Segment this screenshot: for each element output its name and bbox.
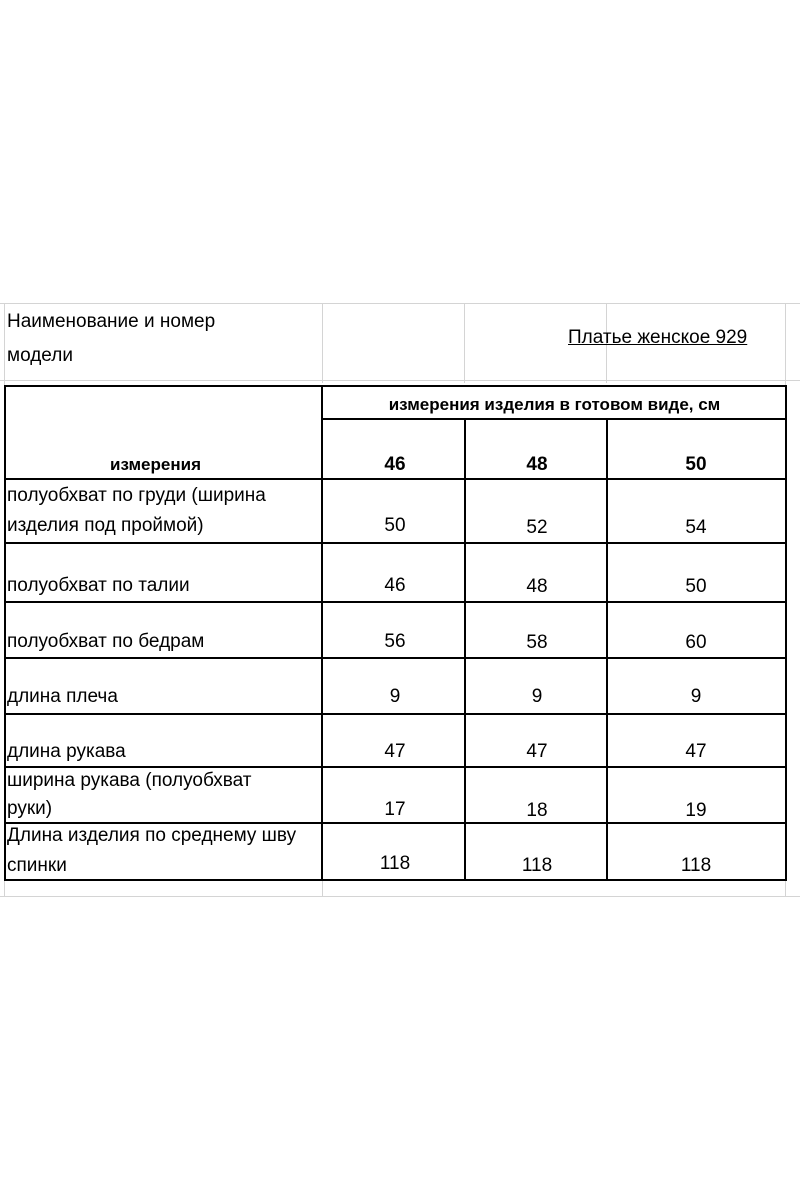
group-header: измерения изделия в готовом виде, см bbox=[388, 395, 721, 414]
row-label: ширина рукава (полуобхват bbox=[7, 770, 252, 791]
cell-value: 118 bbox=[680, 855, 712, 876]
cell-value: 56 bbox=[384, 631, 406, 652]
cell-value: 17 bbox=[384, 799, 406, 820]
cell-value: 60 bbox=[685, 632, 707, 653]
table-border bbox=[785, 385, 787, 881]
cell-value: 9 bbox=[531, 686, 543, 707]
cell-value: 52 bbox=[526, 517, 548, 538]
gridline bbox=[0, 303, 800, 304]
gridline bbox=[0, 896, 800, 897]
table-border bbox=[464, 418, 466, 881]
cell-value: 58 bbox=[526, 632, 548, 653]
size-header-50: 50 bbox=[685, 454, 707, 475]
cell-value: 54 bbox=[685, 517, 707, 538]
cell-value: 118 bbox=[521, 855, 553, 876]
row-label: изделия под проймой) bbox=[7, 515, 204, 536]
row-header: измерения bbox=[110, 455, 201, 474]
cell-value: 18 bbox=[526, 800, 548, 821]
cell-value: 46 bbox=[384, 575, 406, 596]
row-label: Длина изделия по среднему шву bbox=[7, 825, 297, 846]
cell-value: 19 bbox=[685, 800, 707, 821]
table-border bbox=[606, 418, 608, 881]
table-border bbox=[4, 713, 787, 715]
cell-value: 50 bbox=[685, 576, 707, 597]
gridline bbox=[322, 303, 323, 383]
row-label: руки) bbox=[7, 798, 53, 819]
row-label: полуобхват по бедрам bbox=[7, 631, 205, 652]
size-header-48: 48 bbox=[526, 454, 548, 475]
cell-value: 47 bbox=[384, 741, 406, 762]
gridline bbox=[464, 303, 465, 383]
model-name-label: Наименование и номер bbox=[7, 311, 216, 332]
cell-value: 9 bbox=[389, 686, 401, 707]
row-label: спинки bbox=[7, 855, 67, 876]
table-border bbox=[321, 385, 323, 881]
size-header-46: 46 bbox=[384, 454, 406, 475]
row-label: длина плеча bbox=[7, 686, 118, 707]
cell-value: 118 bbox=[379, 853, 411, 874]
cell-value: 50 bbox=[384, 515, 406, 536]
model-name-label: модели bbox=[7, 345, 73, 366]
row-label: длина рукава bbox=[7, 741, 126, 762]
row-label: полуобхват по талии bbox=[7, 575, 190, 596]
model-name-value: Платье женское 929 bbox=[568, 327, 748, 348]
cell-value: 48 bbox=[526, 576, 548, 597]
cell-value: 9 bbox=[690, 686, 702, 707]
gridline bbox=[322, 880, 323, 896]
gridline bbox=[0, 380, 800, 381]
table-border bbox=[4, 385, 787, 387]
row-label: полуобхват по груди (ширина bbox=[7, 485, 266, 506]
table-border bbox=[4, 385, 6, 881]
cell-value: 47 bbox=[526, 741, 548, 762]
cell-value: 47 bbox=[685, 741, 707, 762]
